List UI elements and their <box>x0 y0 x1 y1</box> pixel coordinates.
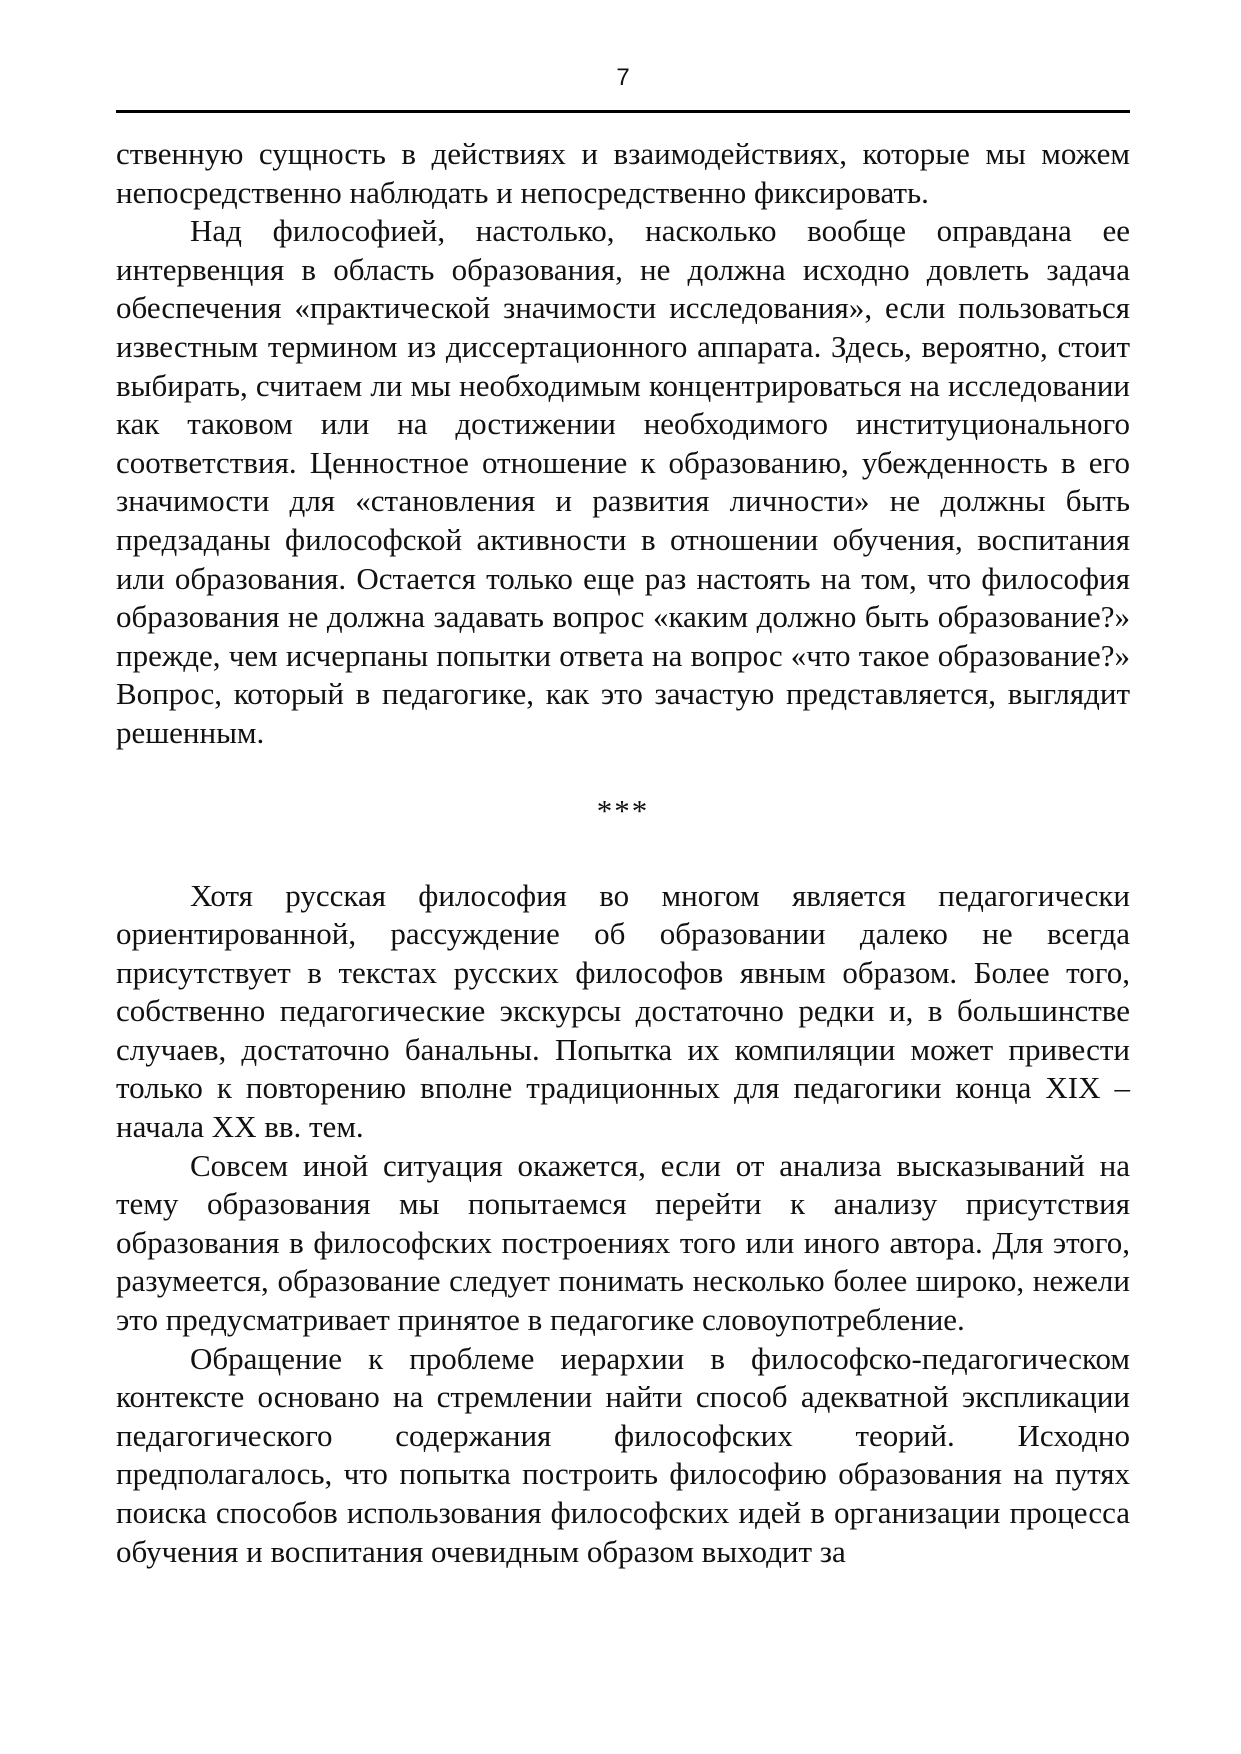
paragraph-continuation: ственную сущность в действиях и взаимодействиях, которые мы можем непосредственно наблюдать и непосредственно фиксировать. <box>116 136 1130 210</box>
paragraph: Обращение к проблеме иерархии в философско-педагогическом контексте основано на стремлении найти способ адекватной экспликации педагогического содержания философских теорий. Исходно предполагалось, что попытка построить философию образования на путях поиска способов использования философских идей в организации процесса обучения и воспитания очевидным образом выходит за <box>116 1340 1130 1569</box>
text-section-2 <box>116 877 1130 1572</box>
document-page <box>116 60 1130 1571</box>
section-separator: *** <box>596 792 650 828</box>
header-divider <box>116 110 1130 113</box>
text-section-1 <box>116 135 1130 753</box>
paragraph: Совсем иной ситуация окажется, если от анализа высказываний на тему образования мы попытаемся перейти к анализу присутствия образования в философских построениях того или иного автора. Для этого, разумеется, образование следует понимать несколько более широко, нежели это предусматривает принятое в педагогике словоупотребление. <box>116 1147 1130 1338</box>
page-number: 7 <box>616 64 630 91</box>
paragraph: Над философией, настолько, насколько вообще оправдана ее интервенция в область образования, не должна исходно довлеть задача обеспечения «практической значимости исследования», если пользоваться известным термином из диссертационного аппарата. Здесь, вероятно, стоит выбирать, считаем ли мы необходимым концентрироваться на исследовании как таковом или на достижении необходимого институционального соответствия. Ценностное отношение к образованию, убежденность в его значимости для «становления и развития личности» не должны быть предзаданы философской активности в отношении обучения, воспитания или образования. Остается только еще раз настоять на том, что философия образования не должна задавать вопрос «каким должно быть образование?» прежде, чем исчерпаны попытки ответа на вопрос «что такое образование?» Вопрос, который в педагогике, как это зачастую представляется, выглядит решенным. <box>116 213 1130 750</box>
paragraph: Хотя русская философия во многом является педагогически ориентированной, рассуждение об образовании далеко не всегда присутствует в текстах русских философов явным образом. Более того, собственно педагогические экскурсы достаточно редки и, в большинстве случаев, достаточно банальны. Попытка их компиляции может привести только к повторению вполне традиционных для педагогики конца XIX – начала XX вв. тем. <box>116 877 1130 1145</box>
